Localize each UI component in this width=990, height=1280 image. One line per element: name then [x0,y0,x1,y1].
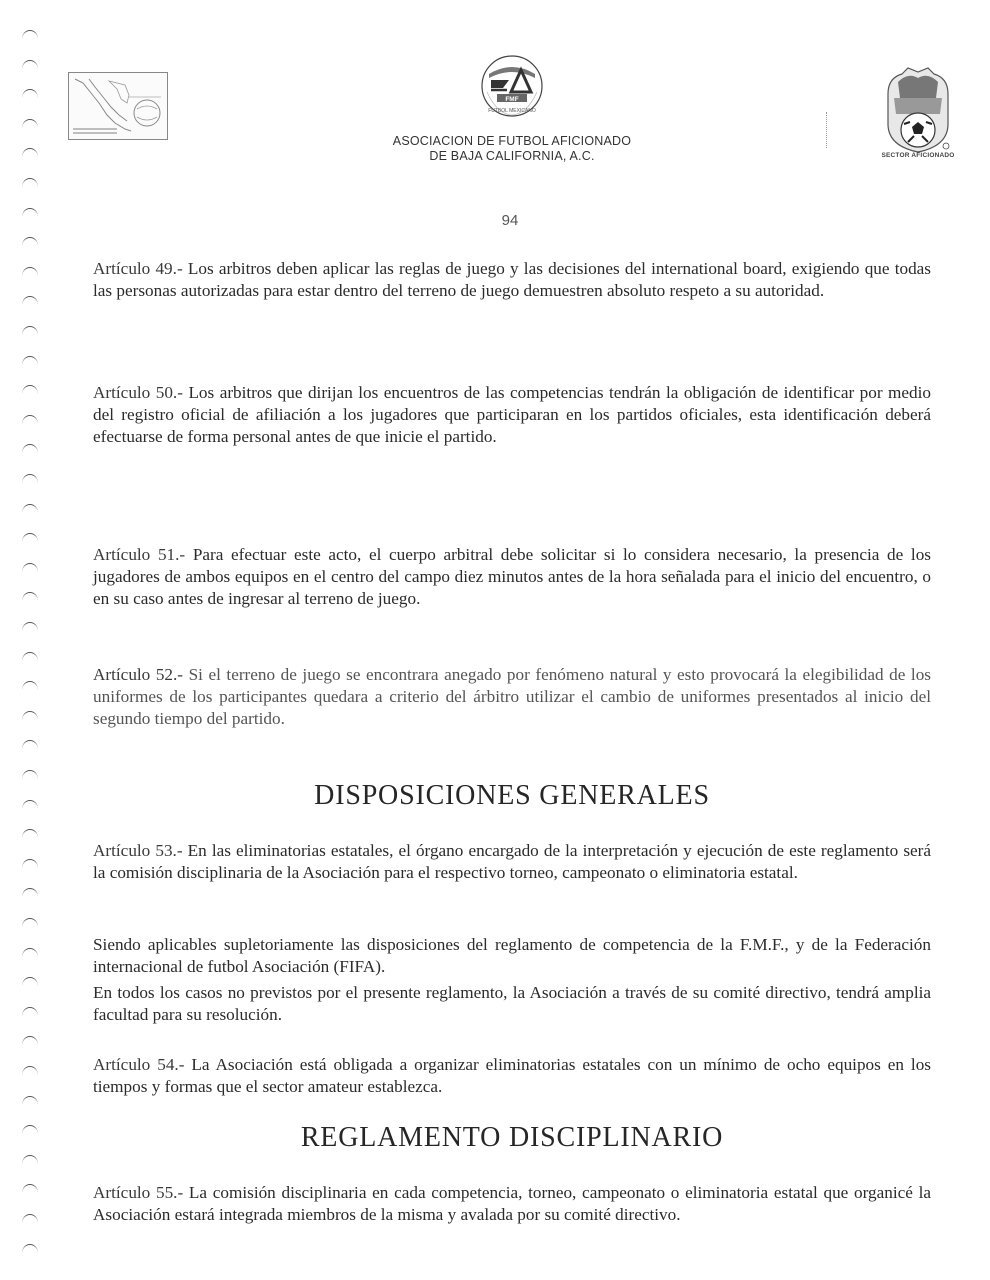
fmf-association-seal-icon [477,52,547,122]
article-label: Artículo 54.- [93,1055,185,1074]
article-label: Artículo 50.- [93,383,183,402]
article-49 [93,258,931,302]
binding-hole-mark [22,326,38,335]
organization-name-line-1: ASOCIACION DE FUTBOL AFICIONADO [392,134,632,148]
binding-hole-mark [22,385,38,394]
binding-hole-mark [22,1184,38,1193]
letterhead [0,0,990,229]
article-text: Si el terreno de juego se encontrara anegado por fenómeno natural y esto provocará la elegibilidad de los uniformes de los participantes quedara a criterio del árbitro utilizar el cambio de uniformes presentados al inicio del segundo tiempo del partido. [93,665,931,728]
binding-hole-mark [22,800,38,809]
article-label: Artículo 51.- [93,545,186,564]
baja-california-map-logo-icon [68,72,168,140]
binding-marks [22,30,42,1270]
binding-hole-mark [22,1244,38,1253]
article-text: Los arbitros que dirijan los encuentros de las competencias tendrán la obligación de identificar por medio del registro oficial de afiliación a los jugadores que participaran en los partidos oficiales, esta identificación deberá efectuarse de forma personal antes de que inicie el partido. [93,383,931,446]
organization-name [300,134,724,164]
article-51 [93,544,931,610]
binding-hole-mark [22,1214,38,1223]
binding-hole-mark [22,592,38,601]
article-50 [93,382,931,448]
binding-hole-mark [22,415,38,424]
unforeseen-cases-paragraph [93,982,931,1026]
binding-hole-mark [22,1036,38,1045]
paragraph-text: En todos los casos no previstos por el presente reglamento, la Asociación a través de su comité directivo, tendrá amplia facultad para su resolución. [93,983,931,1024]
mexico-federation-crest-icon [878,64,958,156]
section-heading-reglamento-disciplinario: REGLAMENTO DISCIPLINARIO [300,1122,724,1153]
binding-hole-mark [22,563,38,572]
organization-name-line-2: DE BAJA CALIFORNIA, A.C. [429,149,595,163]
binding-hole-mark [22,829,38,838]
binding-hole-mark [22,770,38,779]
article-text: En las eliminatorias estatales, el órgano encargado de la interpretación y ejecución de este reglamento será la comisión disciplinaria de la Asociación para el respectivo torneo, campeonato o eliminatoria estatal. [93,841,931,882]
binding-hole-mark [22,711,38,720]
binding-hole-mark [22,652,38,661]
binding-hole-mark [22,208,38,217]
binding-hole-mark [22,888,38,897]
supplementary-provisions-paragraph [93,934,931,978]
binding-hole-mark [22,474,38,483]
article-55 [93,1182,931,1226]
section-heading-disposiciones-generales: DISPOSICIONES GENERALES [314,780,710,811]
svg-text:FMF: FMF [505,96,519,103]
binding-hole-mark [22,948,38,957]
binding-hole-mark [22,533,38,542]
binding-hole-mark [22,267,38,276]
article-text: Los arbitros deben aplicar las reglas de juego y las decisiones del international board, exigiendo que todas las personas autorizadas para estar dentro del terreno de juego demuestren absoluto respeto a su autoridad. [93,259,931,300]
article-53 [93,840,931,884]
binding-hole-mark [22,1007,38,1016]
page-number: 94 [501,212,519,229]
binding-hole-mark [22,977,38,986]
binding-hole-mark [22,356,38,365]
binding-hole-mark [22,740,38,749]
binding-hole-mark [22,444,38,453]
article-label: Artículo 52.- [93,665,184,684]
binding-hole-mark [22,681,38,690]
article-label: Artículo 53.- [93,841,183,860]
article-text: La comisión disciplinaria en cada competencia, torneo, campeonato o eliminatoria estatal que organicé la Asociación estará integrada miembros de la misma y avalada por su comité directivo. [93,1183,931,1224]
binding-hole-mark [22,1066,38,1075]
binding-hole-mark [22,859,38,868]
article-label: Artículo 49.- [93,259,183,278]
header-divider [826,112,828,148]
sector-caption: SECTOR AFICIONADO [881,152,955,159]
binding-hole-mark [22,622,38,631]
binding-hole-mark [22,1155,38,1164]
binding-hole-mark [22,918,38,927]
binding-hole-mark [22,1125,38,1134]
article-54 [93,1054,931,1098]
article-52 [93,664,931,730]
binding-hole-mark [22,237,38,246]
binding-hole-mark [22,296,38,305]
binding-hole-mark [22,1096,38,1105]
article-label: Artículo 55.- [93,1183,184,1202]
svg-text:FUTBOL MEXICANO: FUTBOL MEXICANO [488,108,536,114]
article-text: Para efectuar este acto, el cuerpo arbitral debe solicitar si lo considera necesario, la presencia de los jugadores de ambos equipos en el centro del campo diez minutos antes de la hora señalada para el inicio del encuentro, o en su caso antes de ingresar al terreno de juego. [93,545,931,608]
paragraph-text: Siendo aplicables supletoriamente las disposiciones del reglamento de competencia de la F.M.F., y de la Federación internacional de futbol Asociación (FIFA). [93,935,931,976]
binding-hole-mark [22,504,38,513]
article-text: La Asociación está obligada a organizar eliminatorias estatales con un mínimo de ocho equipos en los tiempos y formas que el sector amateur establezca. [93,1055,931,1096]
